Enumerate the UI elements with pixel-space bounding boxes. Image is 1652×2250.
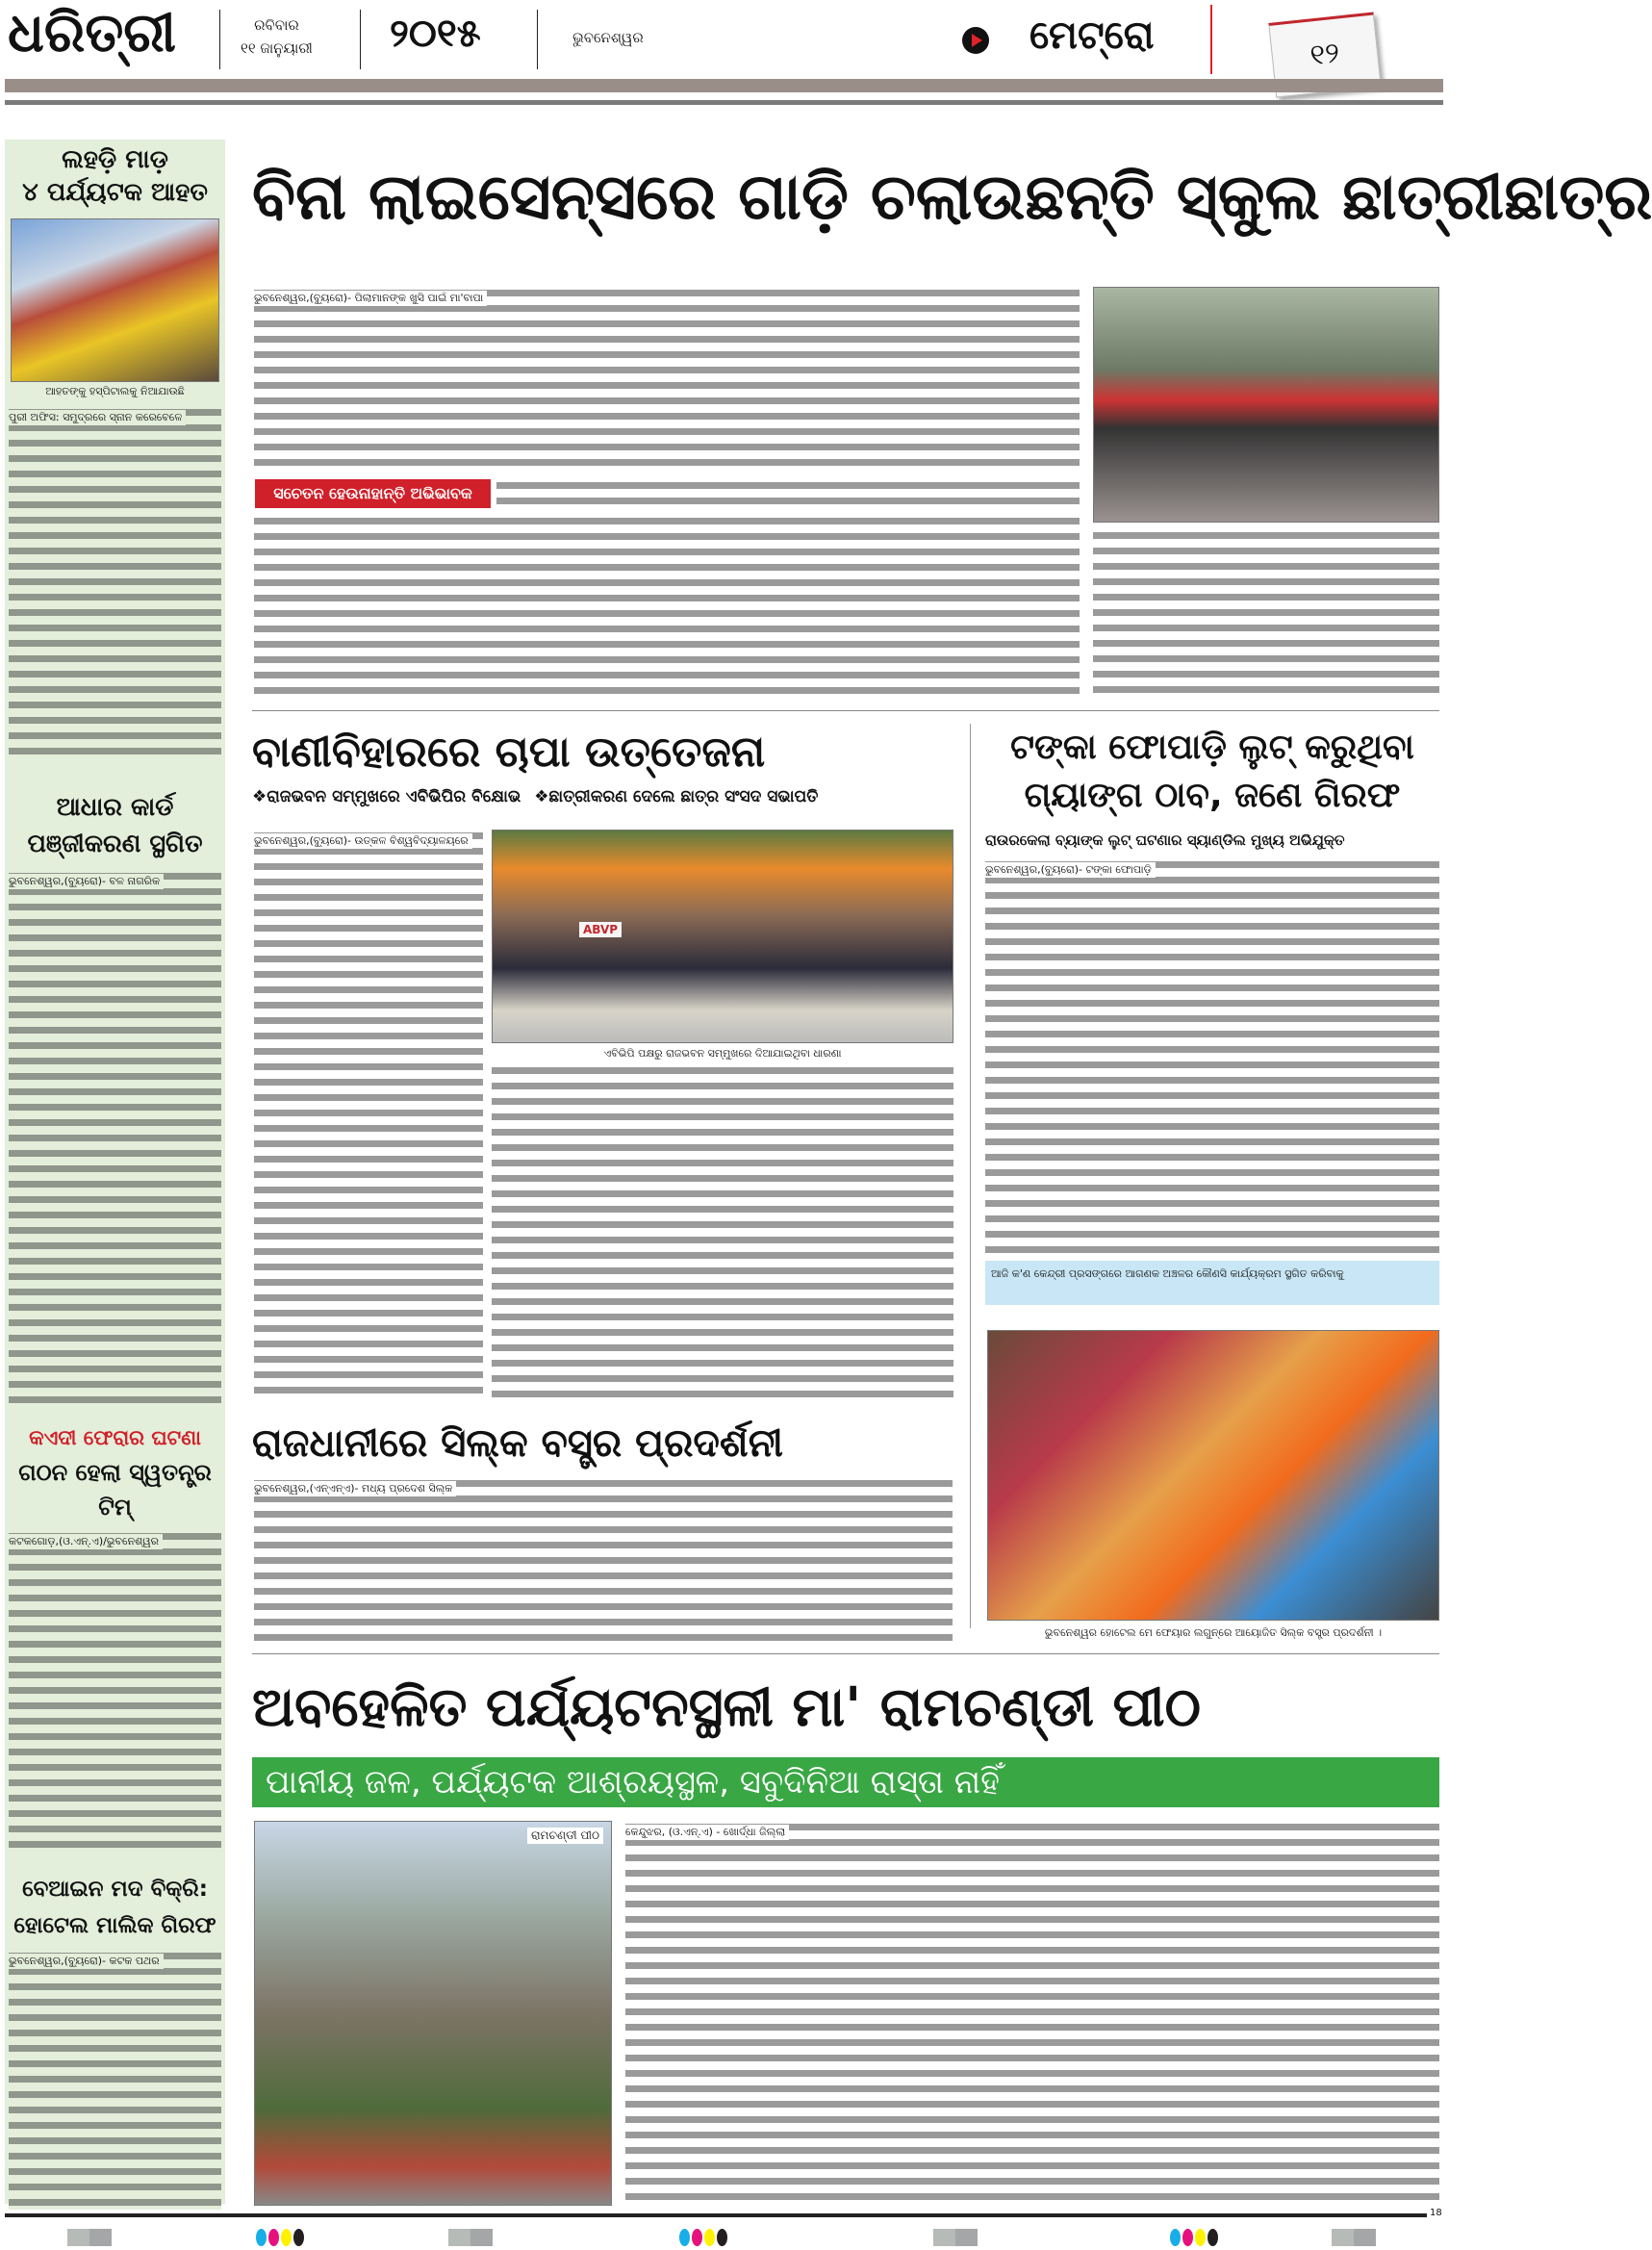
newspaper-logo: ଧରିତ୍ରୀ <box>8 2 176 64</box>
story-body <box>9 406 221 762</box>
photo-caption: ଏବିଭିପି ପକ୍ଷରୁ ରାଜଭବନ ସମ୍ମୁଖରେ ଦିଆଯାଇଥିବା ଧାରଣା <box>603 1047 842 1060</box>
ramachandi-banner: ପାନୀୟ ଜଳ, ପର୍ଯ୍ୟଟକ ଆଶ୍ରୟସ୍ଥଳ, ସବୁଦିନିଆ ରାସ୍ତା ନାହିଁ <box>252 1757 1439 1807</box>
headline-line: ଆଧାର କାର୍ଡ <box>56 793 174 822</box>
story-lead: କେନ୍ଦୁଝର, (ଓ.ଏନ୍.ଏ) - ଖୋର୍ଦ୍ଧା ଜିଲ୍ଲା <box>625 1825 789 1840</box>
story-lead: ଭୁବନେଶ୍ୱର,(ବ୍ୟୁରୋ)- କଟକ ପଥର <box>9 1954 164 1969</box>
sidebar-headline-1 <box>5 140 225 209</box>
sidebar-headline-2 <box>5 789 225 862</box>
photo-label: ରାମଚଣ୍ଡୀ ପୀଠ <box>527 1828 603 1844</box>
headline-line: ଗ୍ୟାଙ୍ଗ ଠାବ, ଜଣେ ଗିରଫ <box>1024 776 1401 815</box>
main-story-body-right <box>496 479 1080 510</box>
story-body <box>9 870 221 1409</box>
silk-headline: ରାଜଧାନୀରେ ସିଲ୍କ ବସ୍ତ୍ର ପ୍ରଦର୍ଶନୀ <box>252 1421 783 1466</box>
city: ଭୁବନେଶ୍ୱର <box>572 29 644 46</box>
headline-line: ବେଆଇନ ମଦ ବିକ୍ରି: <box>22 1877 208 1902</box>
page-folio: 18 <box>1430 2208 1442 2218</box>
story-body <box>9 1950 221 2210</box>
highlight-box <box>985 1261 1439 1305</box>
date: ୧୧ ଜାନୁୟାରୀ <box>241 39 313 57</box>
story-lead: ଭୁବନେଶ୍ୱର,(ବ୍ୟୁରୋ)- ଉତ୍କଳ ବିଶ୍ୱବିଦ୍ୟାଳୟରେ <box>254 833 472 849</box>
headline-line: ୪ ପର୍ଯ୍ୟଟକ ଆହତ <box>22 178 208 207</box>
subhead-point: ❖ରାଜଭବନ ସମ୍ମୁଖରେ ଏବିଭିପିର ବିକ୍ଷୋଭ <box>252 787 521 806</box>
registration-mark <box>933 2229 978 2246</box>
headline-line: ଗଠନ ହେଲା ସ୍ୱତନ୍ତ୍ର ଟିମ୍ <box>18 1459 212 1521</box>
story-lead: ଭୁବନେଶ୍ୱର,(ବ୍ୟୁରୋ)- ବଳ ନାଗରିକ <box>9 874 164 889</box>
color-registration-dots <box>679 2229 729 2250</box>
silk-body <box>254 1477 953 1641</box>
story-lead: ଭୁବନେଶ୍ୱର,(ବ୍ୟୁରୋ)- ପିଲାମାନଙ୍କ ଖୁସି ପାଇଁ ମା'ବାପା <box>254 291 487 306</box>
vanivihar-body-left <box>254 830 483 1397</box>
headline-line: ଲହଡ଼ି ମାଡ଼ <box>62 145 168 174</box>
story-lead: କଟକଗୋଡ଼,(ଓ.ଏନ୍.ଏ)/ଭୁବନେଶ୍ୱର <box>9 1534 163 1549</box>
subhead-box: ସଚେତନ ହେଉନାହାନ୍ତି ଅଭିଭାବକ <box>255 479 491 508</box>
year: ୨୦୧୫ <box>390 12 481 56</box>
headline-line: ପଞ୍ଜୀକରଣ ସ୍ଥଗିତ <box>27 830 203 858</box>
registration-mark <box>67 2229 112 2246</box>
day: ରବିବାର <box>254 16 299 34</box>
vanivihar-body-right <box>492 1064 953 1397</box>
masthead-rule <box>5 100 1443 105</box>
photo-caption: ଭୁବନେଶ୍ୱର ହୋଟେଲ ମେ ଫେୟାର ଲଗୁନ୍‌ରେ ଆୟୋଜିତ ସିଲ୍କ ବସ୍ତ୍ର ପ୍ରଦର୍ଶନୀ । <box>1044 1626 1383 1639</box>
story-body <box>9 1530 221 1848</box>
masthead-bar <box>5 79 1443 92</box>
photo-caption: ଆହତଙ୍କୁ ହସ୍ପିଟାଲକୁ ନିଆଯାଉଛି <box>45 385 185 397</box>
main-story-body <box>254 287 1080 473</box>
left-sidebar <box>5 140 225 2204</box>
ramachandi-body <box>625 1821 1439 2204</box>
ramachandi-headline: ଅବହେଳିତ ପର୍ଯ୍ୟଟନସ୍ଥଳୀ ମା' ରାମଚଣ୍ଡୀ ପୀଠ <box>252 1676 1201 1739</box>
subhead-point: ❖ଛାତ୍ରୀକରଣ ଦେଲେ ଛାତ୍ର ସଂସଦ ସଭାପତି <box>534 787 819 806</box>
section-title: ମେଟ୍ରୋ <box>1029 13 1155 58</box>
students-on-bikes-photo <box>1093 287 1439 523</box>
registration-mark <box>1332 2229 1376 2246</box>
loot-body <box>985 858 1439 1253</box>
headline-line: ହୋଟେଲ ମାଲିକ ଗିରଫ <box>13 1913 216 1938</box>
color-registration-dots <box>256 2229 306 2250</box>
story-lead: ଭୁବନେଶ୍ୱର,(ଏନ୍‌ଏନ୍‌ଏ)- ମଧ୍ୟ ପ୍ରଦେଶ ସିଲ୍କ <box>254 1481 456 1496</box>
sidebar-headline-3 <box>5 1420 225 1524</box>
story-lead: ଭୁବନେଶ୍ୱର,(ବ୍ୟୁରୋ)- ଟଙ୍କା ଫୋପାଡ଼ି <box>985 862 1156 878</box>
dateline <box>241 13 313 60</box>
main-story-body-photo-below <box>1093 529 1439 698</box>
beach-rescue-photo <box>11 218 219 382</box>
headline-line: ଟଙ୍କା ଫୋପାଡ଼ି ଲୁଟ୍ କରୁଥିବା <box>1010 728 1414 767</box>
footer-rule <box>5 2213 1427 2217</box>
main-headline: ବିନା ଲାଇସେନ୍ସରେ ଗାଡ଼ି ଚଲାଉଛନ୍ତି ସ୍କୁଲ ଛାତ୍ରୀଛାତ୍ର <box>252 160 1652 234</box>
silk-exhibition-photo <box>987 1330 1439 1621</box>
loot-headline <box>985 724 1439 820</box>
abvp-protest-photo <box>492 830 953 1043</box>
loot-subhead: ରାଉରକେଲା ବ୍ୟାଙ୍କ ଲୁଟ୍ ଘଟଣାର ସ୍ୟାଣ୍ଡିଲ ମୁଖ୍ୟ ଅଭିଯୁକ୍ତ <box>985 831 1345 849</box>
page-number: ୧୨ <box>1308 36 1341 73</box>
vanivihar-headline: ବାଣୀବିହାରରେ ଚାପା ଉତ୍ତେଜନା <box>252 728 766 777</box>
story-lead: ପୁରୀ ଅଫିସ: ସମୁଦ୍ରରେ ସ୍ନାନ କରେବେଳେ <box>9 410 186 425</box>
ramachandi-temple-photo <box>254 1821 612 2206</box>
vanivihar-subhead <box>252 787 818 806</box>
play-bullet-icon <box>962 27 989 54</box>
color-registration-dots <box>1170 2229 1220 2250</box>
sidebar-headline-4 <box>5 1871 225 1944</box>
banner-text: ABVP <box>579 922 622 937</box>
highlight-text: ଆଜି କ'ଣ କେନ୍ଦ୍ରୀ ପ୍ରସଙ୍ଗରେ ଆଗଣକ ଅଞ୍ଚଳର କୌଣସି କାର୍ଯ୍ୟକ୍ରମ ସ୍ଥଗିତ କରିବାକୁ <box>991 1267 1344 1280</box>
headline-line: କଏଦୀ ଫେରାର ଘଟଣା <box>29 1426 201 1449</box>
main-story-body-cont <box>254 515 1080 698</box>
registration-mark <box>448 2229 493 2246</box>
